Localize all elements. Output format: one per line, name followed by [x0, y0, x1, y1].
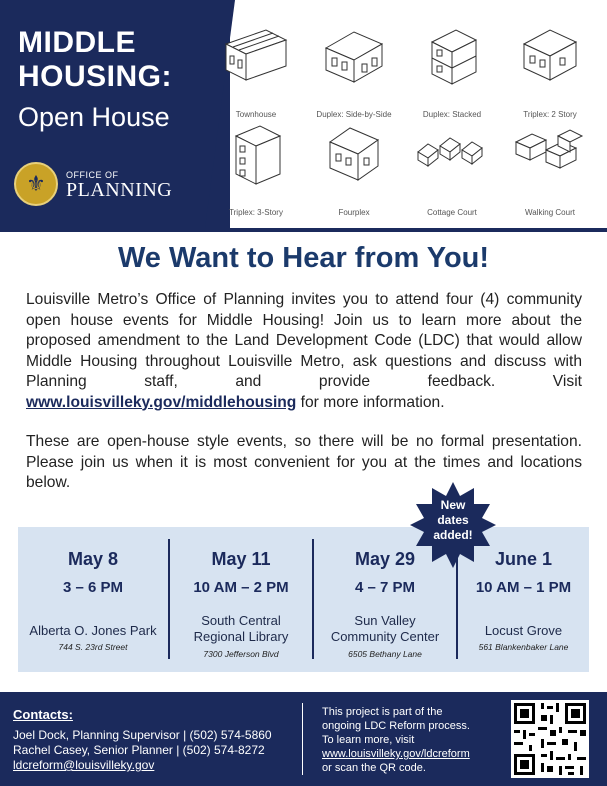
footer-divider — [302, 703, 303, 775]
contact-line: Rachel Casey, Senior Planner | (502) 574-8272 — [13, 743, 265, 757]
housing-type-duplex-stacked — [404, 14, 500, 124]
project-text: ongoing LDC Reform process. — [322, 720, 470, 732]
middle-housing-link[interactable]: www.louisvilleky.gov/middlehousing — [26, 393, 297, 411]
badge-line: New — [440, 498, 466, 512]
contacts-heading: Contacts: — [13, 707, 73, 722]
qr-code-icon[interactable] — [511, 700, 589, 778]
page-subtitle: Open House — [18, 102, 170, 132]
townhouse-icon — [216, 14, 296, 94]
event-card — [18, 527, 168, 672]
event-place-line1: Sun Valley — [354, 613, 416, 628]
event-address: 561 Blankenbaker Lane — [478, 642, 569, 652]
housing-type-triplex-2story — [502, 14, 598, 124]
housing-type-duplex-side — [306, 14, 402, 124]
housing-type-triplex-3story — [208, 112, 304, 222]
event-date: May 8 — [67, 549, 119, 569]
triplex-3story-icon — [216, 112, 296, 192]
housing-type-label: Duplex: Stacked — [422, 110, 482, 119]
intro-paragraph-2: These are open-house style events, so there will be no formal presentation. Please join us when it is most convenient for you at the times and locations below. — [26, 433, 582, 491]
intro-text: Louisville Metro’s Office of Planning invites you to attend four (4) community open house events for Middle Housing! Join us to learn more about the proposed amendment to the Land Development Code (LDC) that would allow Middle Housing throughout Louisville Metro, ask questions and discuss with Planning staff, and provide feedback. Visit — [26, 291, 582, 390]
title-line-2: HOUSING: — [18, 60, 172, 93]
housing-type-label: Walking Court — [525, 208, 575, 217]
page-title — [18, 26, 172, 94]
intro-paragraph — [26, 290, 582, 413]
housing-type-label: Fourplex — [338, 208, 370, 217]
housing-type-walking-court — [502, 112, 598, 222]
org-label-big: PLANNING — [66, 179, 173, 201]
header-rule — [0, 228, 607, 232]
housing-type-label: Triplex: 2 Story — [523, 110, 577, 119]
event-place — [314, 613, 456, 645]
project-text: This project is part of the — [322, 706, 443, 718]
fourplex-icon — [314, 112, 394, 192]
event-place — [170, 613, 312, 645]
triplex-2story-icon — [510, 14, 590, 94]
walking-court-icon — [510, 112, 590, 192]
badge-line: added! — [433, 528, 473, 542]
event-place-line2: Regional Library — [193, 629, 289, 644]
event-place — [18, 623, 168, 639]
event-date: May 11 — [211, 549, 271, 569]
events-panel — [18, 527, 589, 672]
event-time: 4 – 7 PM — [354, 579, 416, 596]
event-address: 6505 Bethany Lane — [348, 649, 422, 659]
badge-line: dates — [437, 513, 469, 527]
duplex-side-icon — [314, 14, 394, 94]
event-place-line1: South Central — [201, 613, 281, 628]
housing-type-townhouse — [208, 14, 304, 124]
event-place-line1: Alberta O. Jones Park — [29, 623, 157, 638]
louisville-seal-icon: ⚜ — [14, 162, 58, 206]
headline: We Want to Hear from You! — [117, 242, 490, 274]
contact-line: Joel Dock, Planning Supervisor | (502) 574-5860 — [13, 728, 272, 742]
event-card — [170, 527, 312, 672]
cottage-court-icon — [412, 112, 492, 192]
event-place-line1: Locust Grove — [484, 623, 563, 638]
event-address: 7300 Jefferson Blvd — [203, 649, 279, 659]
housing-type-label: Duplex: Side-by-Side — [316, 110, 392, 119]
project-text: or scan the QR code. — [322, 762, 426, 774]
ldc-reform-link[interactable]: www.louisvilleky.gov/ldcreform — [322, 748, 470, 760]
event-time: 10 AM – 1 PM — [475, 579, 572, 596]
housing-type-cottage-court — [404, 112, 500, 222]
event-date: May 29 — [354, 549, 416, 569]
event-time: 3 – 6 PM — [62, 579, 124, 596]
event-time: 10 AM – 2 PM — [193, 579, 289, 596]
housing-type-label: Townhouse — [235, 110, 277, 119]
new-dates-badge — [410, 498, 496, 543]
event-address: 744 S. 23rd Street — [58, 642, 128, 652]
org-label-small: OFFICE OF — [66, 170, 119, 180]
duplex-stacked-icon — [412, 14, 492, 94]
event-place — [458, 623, 589, 639]
project-text: To learn more, visit — [322, 734, 415, 746]
housing-type-fourplex — [306, 112, 402, 222]
housing-type-label: Triplex: 3-Story — [229, 208, 283, 217]
event-date: June 1 — [494, 549, 553, 569]
intro-text-after: for more information. — [296, 393, 445, 411]
title-line-1: MIDDLE — [18, 26, 136, 59]
event-place-line2: Community Center — [330, 629, 440, 644]
housing-type-label: Cottage Court — [427, 208, 477, 217]
email-link[interactable]: ldcreform@louisvilleky.gov — [13, 758, 155, 772]
